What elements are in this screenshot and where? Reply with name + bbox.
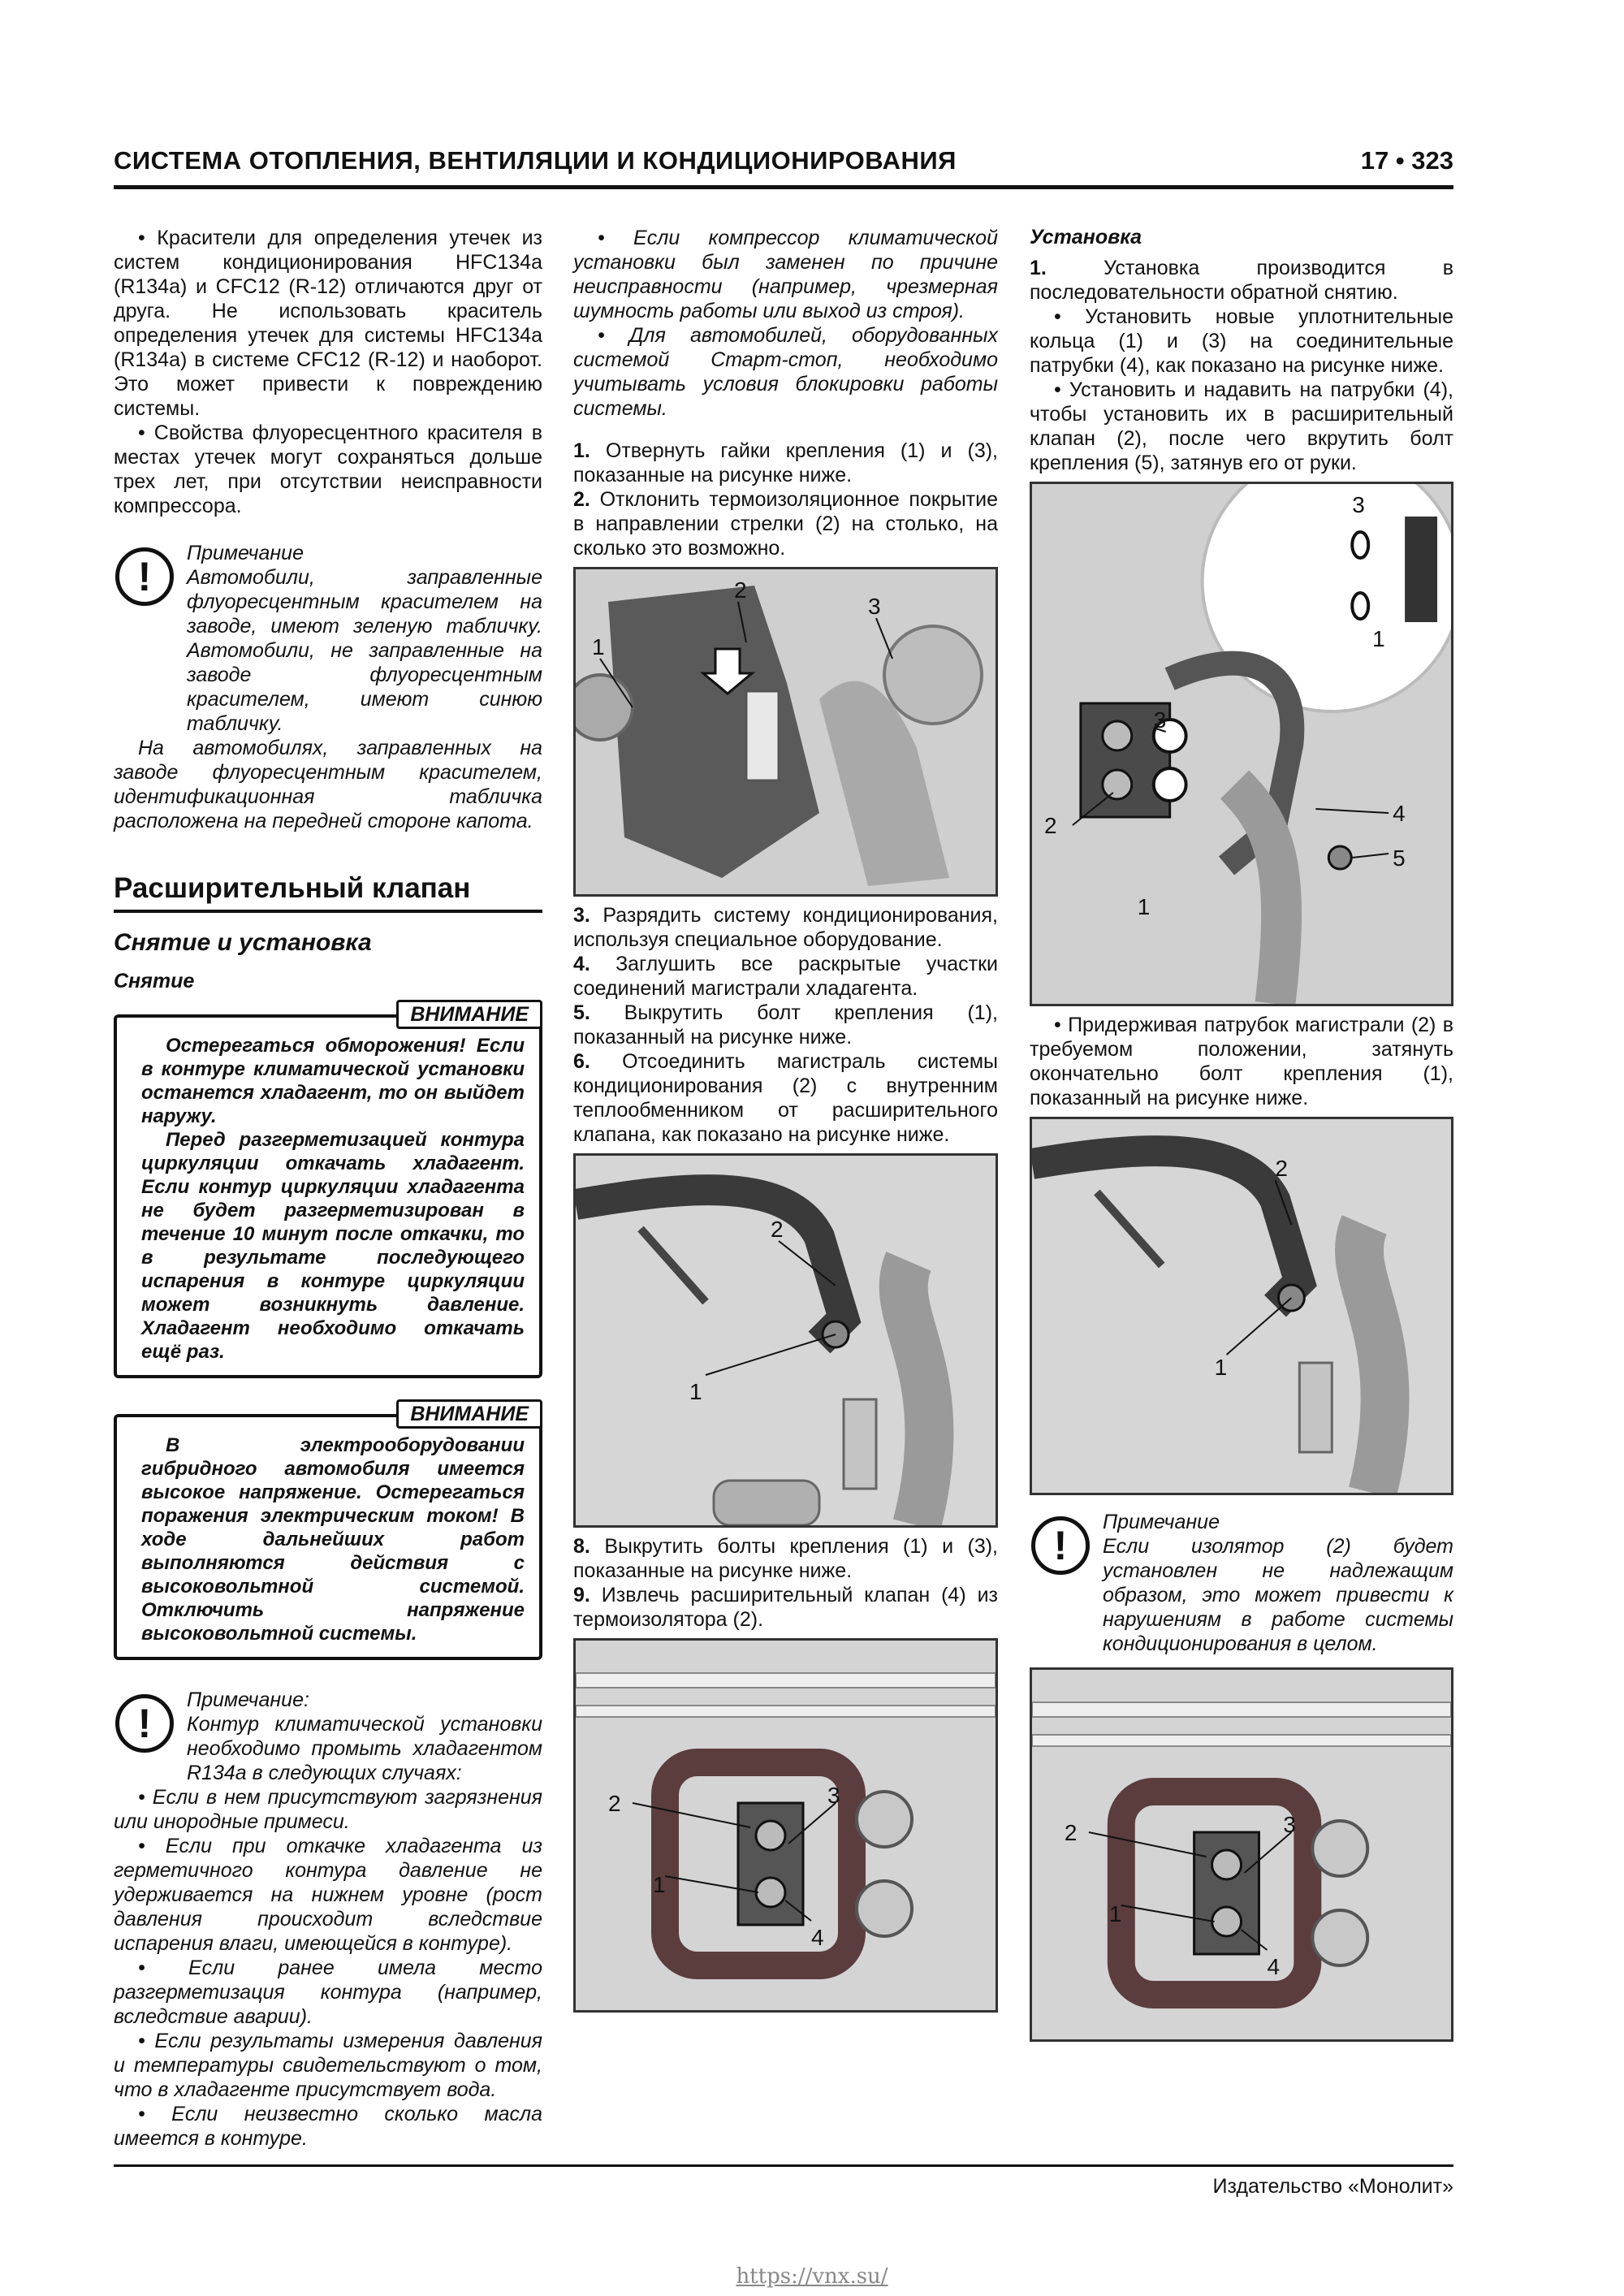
warning-label: ВНИМАНИЕ — [396, 1000, 542, 1029]
figure-tighten-bolt — [1030, 1117, 1453, 1495]
paragraph: • Красители для определения утечек из систем кондиционирования HFC134a (R134a) и CFC12 (R-12) отличаются друг от друга. Не использовать краситель определения утечек для системы HFC134a (R134a) в системе CFC12 (R-12) и наоборот. Это может привести к повреждению системы. — [114, 227, 542, 420]
exclamation-icon: ! — [1031, 1516, 1090, 1575]
publisher: Издательство «Монолит» — [1212, 2175, 1453, 2198]
warning-box — [114, 1003, 542, 1378]
warning-box — [114, 1403, 542, 1660]
label-2: 2 — [734, 577, 747, 603]
column-right — [1030, 226, 1453, 2048]
note-title: Примечание: — [187, 1688, 309, 1711]
note-box — [114, 1688, 542, 2151]
label-1: 1 — [1137, 893, 1151, 920]
step-6: 6. Отсоединить магистраль системы кондиционирования (2) с внутренним теплообменником от расширительного клапана, как показано на рисунке ниже. — [573, 1050, 998, 1146]
column-left — [114, 226, 542, 2159]
column-middle — [573, 226, 998, 2019]
note-text: Автомобили, заправленные флуоресцентным красителем на заводе, имеют зеленую табличку. Автомобили, не заправленные на заводе флуоресцентным красителем, имеют синюю табличку. — [187, 566, 542, 735]
note-title: Примечание — [187, 542, 304, 564]
subsection-heading: Снятие и установка — [114, 929, 372, 956]
bullet: • Установить новые уплотнительные кольца (1) и (3) на соединительные патрубки (4), как показано на рисунке ниже. — [1030, 305, 1453, 377]
label-3: 3 — [1352, 491, 1365, 518]
step-2: 2. Отклонить термоизоляционное покрытие в направлении стрелки (2) на столько, на сколько это возможно. — [573, 488, 998, 560]
paragraph: • Свойства флуоресцентного красителя в местах утечек могут сохраняться дольше трех лет, при отсутствии неисправности компрессора. — [114, 422, 542, 517]
label-3: 3 — [1283, 1811, 1296, 1838]
figure-expansion-valve-install — [1030, 1667, 1453, 2042]
figure-drawing — [1032, 1119, 1451, 1493]
note-box — [114, 541, 542, 833]
step-1: 1. Отвернуть гайки крепления (1) и (3), показанные на рисунке ниже. — [573, 439, 999, 486]
note-title: Примечание — [1103, 1511, 1220, 1533]
label-4: 4 — [1393, 800, 1406, 827]
figure-insulation-cover — [573, 567, 998, 897]
footer-rule — [114, 2164, 1453, 2167]
label-2: 2 — [1043, 812, 1057, 839]
page-header — [114, 146, 1453, 185]
figure-o-rings-install — [1030, 482, 1453, 1006]
label-1: 1 — [1372, 625, 1385, 652]
label-1: 1 — [689, 1379, 702, 1404]
label-2: 2 — [608, 1791, 621, 1816]
note-box — [1030, 1510, 1453, 1656]
figure-drawing — [576, 1641, 996, 2010]
label-1: 1 — [653, 1872, 666, 1897]
note-bullet: • Если неизвестно сколько масла имеется в контуре. — [114, 2103, 542, 2150]
label-3: 3 — [868, 594, 881, 619]
label-5: 5 — [1393, 845, 1406, 871]
step-5: 5. Выкрутить болт крепления (1), показанный на рисунке ниже. — [573, 1001, 998, 1049]
step-9: 9. Извлечь расширительный клапан (4) из термоизолятора (2). — [573, 1584, 998, 1631]
bullet: • Придерживая патрубок магистрали (2) в требуемом положении, затянуть окончательно болт крепления (1), показанный на рисунке ниже. — [1030, 1014, 1453, 1109]
note-text: Если изолятор (2) будет установлен не надлежащим образом, это может привести к нарушениям в работе системы кондиционирования в целом. — [1103, 1535, 1453, 1655]
label-2: 2 — [1275, 1155, 1288, 1182]
label-4: 4 — [811, 1925, 824, 1950]
step-1: 1. Установка производится в последовательности обратной снятию. — [1030, 257, 1453, 304]
label-1: 1 — [1214, 1354, 1228, 1381]
paragraph: • Для автомобилей, оборудованных системой Старт-стоп, необходимо учитывать условия блокировки работы системы. — [573, 324, 998, 420]
step-3: 3. Разрядить систему кондиционирования, используя специальное оборудование. — [573, 904, 999, 951]
section-heading: Расширительный клапан — [114, 872, 542, 913]
figure-drawing — [576, 569, 996, 894]
note-bullet: • Если ранее имела место разгерметизация контура (например, вследствие аварии). — [114, 1957, 542, 2028]
source-link[interactable]: https://vnx.su/ — [736, 2264, 888, 2289]
warning-text: Остерегаться обморожения! Если в контуре климатической установки останется хладагент, то он выйдет наружу. — [141, 1035, 525, 1127]
section-title: СИСТЕМА ОТОПЛЕНИЯ, ВЕНТИЛЯЦИИ И КОНДИЦИОНИРОВАНИЯ — [114, 146, 957, 175]
label-1: 1 — [592, 634, 605, 659]
note-bullet: • Если при откачке хладагента из герметичного контура давление не удерживается на нижнем уровне (рост давления происходит вследствие испарения влаги, имеющейся в контуре). — [114, 1835, 542, 1955]
note-text: Контур климатической установки необходимо промыть хладагентом R134a в следующих случаях: — [187, 1713, 542, 1784]
step-4: 4. Заглушить все раскрытые участки соединений магистрали хладагента. — [573, 953, 998, 1000]
figure-disconnect-line — [573, 1153, 998, 1528]
label-1: 1 — [1108, 1900, 1122, 1927]
label-3: 3 — [827, 1783, 840, 1808]
exclamation-icon: ! — [115, 547, 174, 606]
warning-text: Перед разгерметизацией контура циркуляции откачать хладагент. Если контур циркуляции хладагента не будет разгерметизирован в течение 10 минут после откачки, то в результате последующего испарения в контуре циркуляции может возникнуть давление. Хладагент необходимо откачать ещё раз. — [141, 1129, 525, 1363]
figure-drawing — [1032, 1670, 1451, 2039]
label-4: 4 — [1267, 1953, 1280, 1980]
figure-drawing — [576, 1156, 996, 1525]
subheading-install: Установка — [1030, 226, 1142, 249]
label-2: 2 — [771, 1217, 784, 1242]
note-text: На автомобилях, заправленных на заводе флуоресцентным красителем, идентификационная табличка расположена на передней стороне капота. — [114, 737, 542, 832]
bullet: • Установить и надавить на патрубки (4), чтобы установить их в расширительный клапан (2), после чего вкрутить болт крепления (5), затянув его от руки. — [1030, 378, 1453, 474]
warning-label: ВНИМАНИЕ — [396, 1399, 542, 1429]
step-8: 8. Выкрутить болты крепления (1) и (3), показанные на рисунке ниже. — [573, 1535, 998, 1582]
note-bullet: • Если в нем присутствуют загрязнения или инородные примеси. — [114, 1786, 542, 1833]
subheading-removal: Снятие — [114, 970, 195, 992]
label-3: 3 — [1153, 707, 1167, 733]
paragraph: • Если компрессор климатической установки был заменен по причине неисправности (например, чрезмерная шумность работы или выход из строя). — [573, 227, 998, 322]
label-2: 2 — [1064, 1819, 1078, 1846]
note-bullet: • Если результаты измерения давления и температуры свидетельствуют о том, что в хладагенте присутствует вода. — [114, 2030, 542, 2101]
exclamation-icon: ! — [115, 1694, 174, 1753]
figure-drawing — [1032, 484, 1451, 1004]
figure-expansion-valve-removal — [573, 1638, 998, 2013]
page-number: 17 • 323 — [1360, 146, 1453, 175]
header-rule — [114, 185, 1453, 189]
warning-text: В электрооборудовании гибридного автомобиля имеется высокое напряжение. Остерегаться поражения электрическим током! В ходе дальнейших работ выполняются действия с высоковольтной системой. Отключить напряжение высоковольтной системы. — [141, 1434, 525, 1645]
